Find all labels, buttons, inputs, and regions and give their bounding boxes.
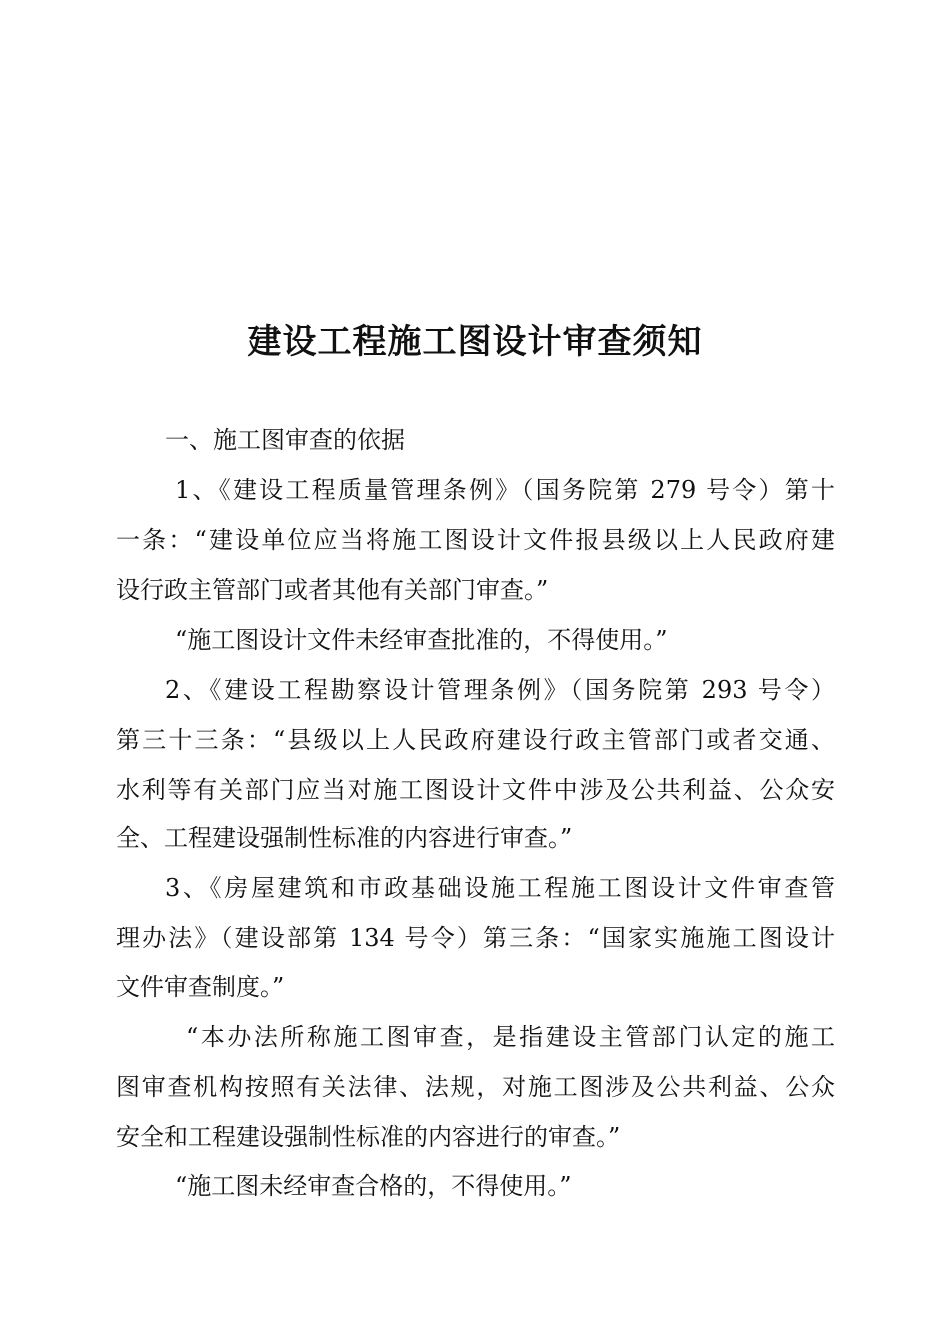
paragraph-line: 文件审查制度。” bbox=[116, 973, 285, 1001]
paragraph-line: 第三十三条：“县级以上人民政府建设行政主管部门或者交通、 bbox=[116, 726, 835, 754]
paragraph-line: 2、《建设工程勘察设计管理条例》（国务院第 293 号令） bbox=[165, 676, 835, 704]
paragraph-line: 一条：“建设单位应当将施工图设计文件报县级以上人民政府建 bbox=[116, 526, 835, 554]
document-title: 建设工程施工图设计审查须知 bbox=[247, 322, 703, 362]
paragraph-line: 3、《房屋建筑和市政基础设施工程施工图设计文件审查管 bbox=[165, 874, 835, 902]
paragraph-line: 1、《建设工程质量管理条例》（国务院第 279 号令）第十 bbox=[175, 476, 835, 504]
paragraph-line: 理办法》（建设部第 134 号令）第三条：“国家实施施工图设计 bbox=[116, 924, 835, 952]
quote-line: “施工图设计文件未经审查批准的，不得使用。” bbox=[175, 626, 668, 654]
section-heading-review-basis: 一、施工图审查的依据 bbox=[165, 426, 405, 454]
paragraph-line: 水利等有关部门应当对施工图设计文件中涉及公共利益、公众安 bbox=[116, 776, 835, 804]
paragraph-line: 安全和工程建设强制性标准的内容进行的审查。” bbox=[116, 1123, 621, 1151]
quote-line: “施工图未经审查合格的，不得使用。” bbox=[175, 1172, 572, 1200]
paragraph-line: 设行政主管部门或者其他有关部门审查。” bbox=[116, 576, 549, 604]
quote-line: “本办法所称施工图审查，是指建设主管部门认定的施工 bbox=[186, 1023, 835, 1051]
paragraph-line: 图审查机构按照有关法律、法规，对施工图涉及公共利益、公众 bbox=[116, 1073, 835, 1101]
paragraph-line: 全、工程建设强制性标准的内容进行审查。” bbox=[116, 824, 573, 852]
